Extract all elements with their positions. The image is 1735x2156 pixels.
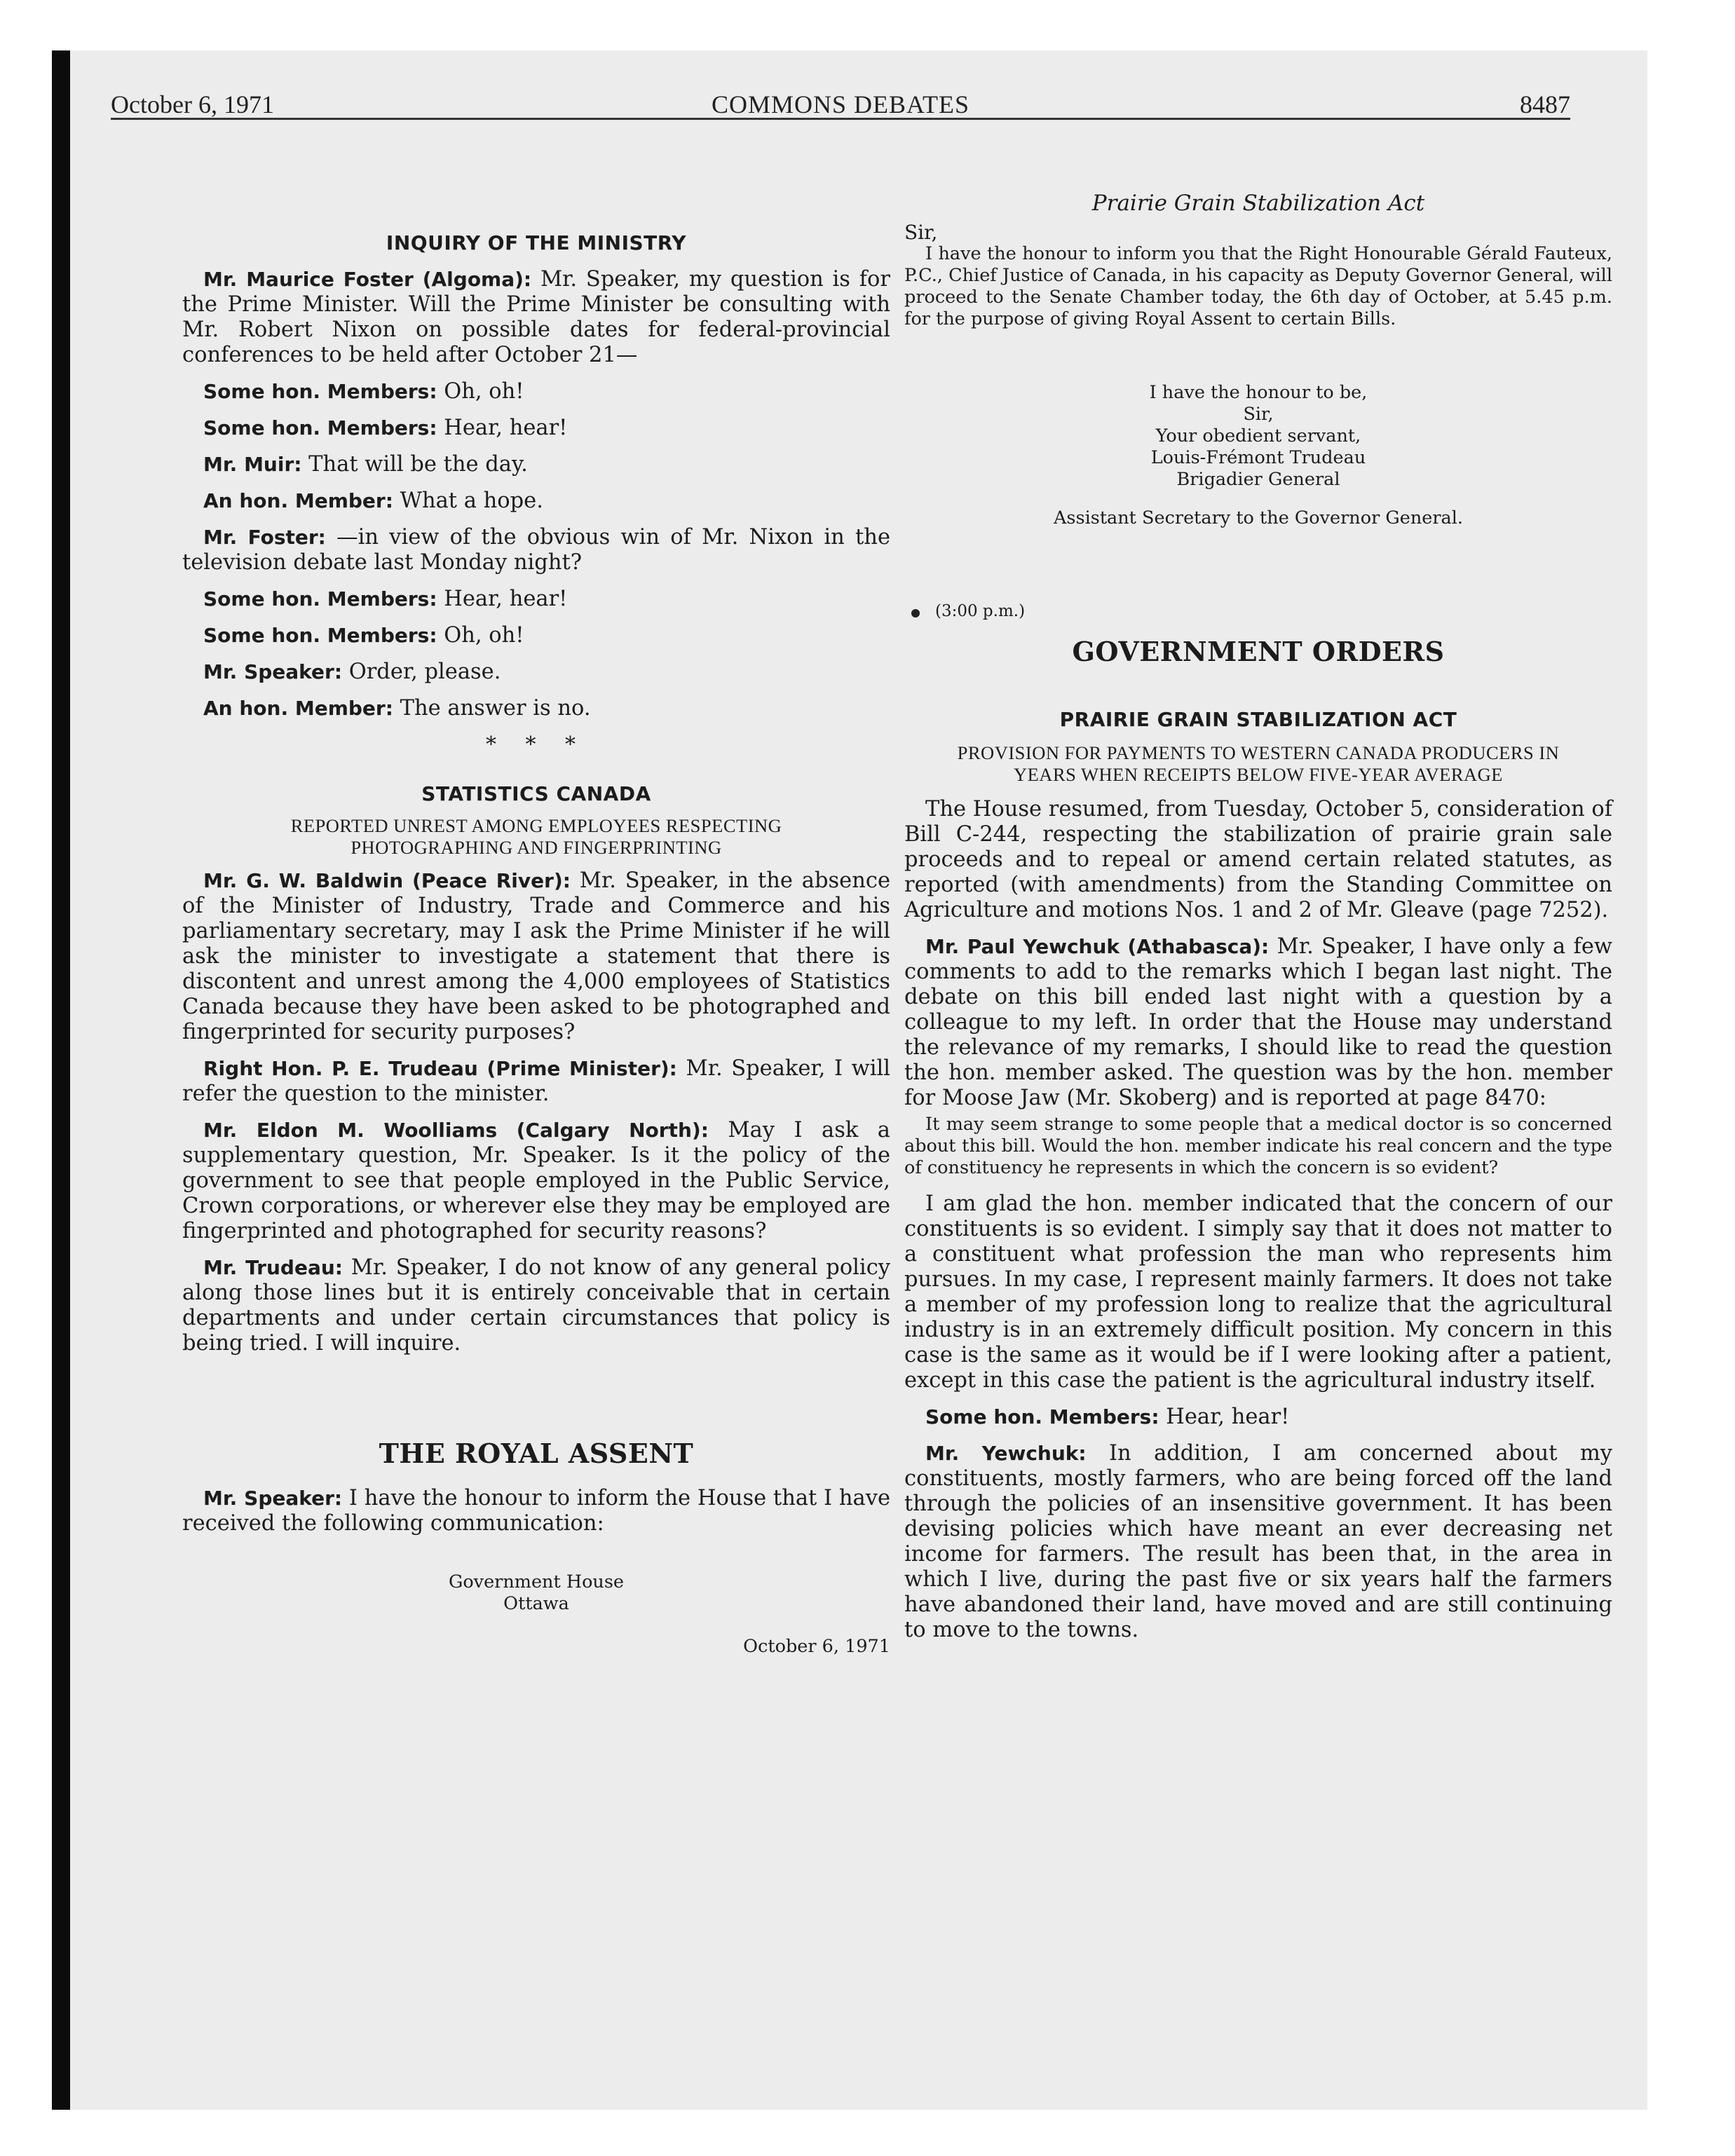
speaker-name: Some hon. Members: bbox=[203, 416, 437, 439]
speech-text: Mr. Speaker, my question is for the Prime Minister. Will the Prime Minister be consulting with Mr. Robert Nixon on possible dates for federal-provincial conferences to be held after October 21— bbox=[182, 267, 891, 367]
statistics-subheading: REPORTED UNREST AMONG EMPLOYEES RESPECTING PHOTOGRAPHING AND FINGERPRINTING bbox=[290, 815, 782, 858]
letter-signatory: Louis-Frémont Trudeau bbox=[1150, 447, 1366, 468]
bullet-icon bbox=[911, 609, 920, 618]
speech-text: Mr. Speaker, I do not know of any general policy along those lines but it is entirely conceivable that in certain departments and under certain circumstances that policy is being tried. I will inquire. bbox=[182, 1255, 891, 1356]
time-text: (3:00 p.m.) bbox=[935, 602, 1026, 620]
section-running-title: Prairie Grain Stabilization Act bbox=[1091, 191, 1425, 216]
speaker-name: Right Hon. P. E. Trudeau (Prime Minister): bbox=[203, 1057, 677, 1080]
speaker-name: Mr. Muir: bbox=[203, 453, 302, 476]
right-column bbox=[904, 163, 1612, 1654]
statistics-heading: STATISTICS CANADA bbox=[421, 782, 651, 805]
speaker-name: Mr. Yewchuk: bbox=[925, 1442, 1087, 1465]
speech-interjection bbox=[182, 489, 890, 514]
act-heading: PRAIRIE GRAIN STABILIZATION ACT bbox=[1059, 708, 1457, 731]
speech-yewchuk-2 bbox=[904, 1441, 1612, 1643]
speech-interjection bbox=[182, 623, 890, 648]
speaker-name: Mr. Paul Yewchuk (Athabasca): bbox=[925, 935, 1270, 958]
letter-city: Ottawa bbox=[503, 1593, 569, 1614]
speech-speaker-assent bbox=[182, 1486, 890, 1536]
speaker-name: Some hon. Members: bbox=[203, 380, 437, 403]
letter-signatory-title: Assistant Secretary to the Governor General. bbox=[1053, 507, 1463, 528]
section-separator: * * * bbox=[485, 732, 587, 757]
speech-trudeau-2 bbox=[182, 1255, 890, 1356]
letter-origin: Government House bbox=[448, 1571, 625, 1592]
letter-closing-sir: Sir, bbox=[1243, 404, 1274, 425]
royal-assent-heading: THE ROYAL ASSENT bbox=[379, 1438, 694, 1469]
speech-interjection bbox=[182, 416, 890, 441]
speaker-name: Some hon. Members: bbox=[203, 587, 437, 610]
running-header bbox=[111, 90, 1570, 120]
speaker-name: Mr. Foster: bbox=[203, 526, 326, 549]
letter-body: I have the honour to inform you that the Right Honourable Gérald Fauteux, P.C., Chief Justice of Canada, in his capacity as Deputy Governor General, will proceed to the Senate Chamber today, the 6th day of October, at 5.45 p.m. for the purpose of giving Royal Assent to certain Bills. bbox=[904, 243, 1612, 329]
letter-signatory-rank: Brigadier General bbox=[1176, 469, 1340, 490]
header-publication: COMMONS DEBATES bbox=[711, 90, 970, 118]
speech-text: May I ask a supplementary question, Mr. Speaker. Is it the policy of the government to see that people employed in the Public Service, Crown corporations, or wherever else they may be employed are fingerprinted and photographed for security reasons? bbox=[182, 1118, 890, 1243]
speech-speaker-order bbox=[182, 660, 890, 685]
speech-text: Oh, oh! bbox=[437, 623, 524, 648]
header-page-number: 8487 bbox=[1520, 90, 1570, 118]
speaker-name: Mr. G. W. Baldwin (Peace River): bbox=[203, 869, 571, 892]
quoted-question: It may seem strange to some people that a medical doctor is so concerned about this bill. Would the hon. member indicate his real concern and the type of constituency he represents in which the concern is so evident? bbox=[904, 1114, 1612, 1178]
left-column bbox=[182, 163, 890, 1658]
speech-foster bbox=[182, 267, 890, 368]
speech-text: Order, please. bbox=[342, 660, 501, 684]
speech-text: Mr. Speaker, in the absence of the Minister of Industry, Trade and Commerce and his parliamentary secretary, may I ask the Prime Minister if he will ask the minister to investigate a statement that there is discontent and unrest among the 4,000 employees of Statistics Canada because they have been asked to be photographed and fingerprinted for security purposes? bbox=[182, 868, 890, 1044]
letter-closing: I have the honour to be, bbox=[1149, 382, 1368, 403]
speech-yewchuk-cont: I am glad the hon. member indicated that the concern of our constituents is so evident. I simply say that it does not matter to a constituent what profession the man who represents him pursues. In my case, I represent mainly farmers. It does not take a member of my profession long to realize that the agricultural industry is in an extremely difficult position. My concern in this case is the same as it would be if I were looking after a patient, except in this case the patient is the agricultural industry itself. bbox=[904, 1192, 1612, 1393]
speech-trudeau bbox=[182, 1056, 890, 1107]
speech-baldwin bbox=[182, 868, 890, 1045]
speaker-name: Mr. Speaker: bbox=[203, 660, 343, 683]
speech-interjection bbox=[182, 587, 890, 612]
speech-text: Oh, oh! bbox=[437, 379, 524, 404]
speech-foster-2 bbox=[182, 525, 890, 575]
speech-text: Mr. Speaker, I will refer the question to the minister. bbox=[182, 1056, 890, 1106]
letter-closing-servant: Your obedient servant, bbox=[1155, 425, 1361, 446]
time-stamp bbox=[911, 602, 1612, 620]
speaker-name: Mr. Eldon M. Woolliams (Calgary North): bbox=[203, 1119, 709, 1142]
speech-text: What a hope. bbox=[393, 489, 543, 513]
inquiry-heading: INQUIRY OF THE MINISTRY bbox=[386, 231, 687, 254]
letter-salutation: Sir, bbox=[904, 221, 938, 244]
speaker-name: An hon. Member: bbox=[203, 489, 393, 512]
speech-text: I have the honour to inform the House that I have received the following communication: bbox=[182, 1486, 890, 1536]
speaker-name: An hon. Member: bbox=[203, 697, 393, 720]
speech-interjection bbox=[904, 1405, 1612, 1430]
header-date: October 6, 1971 bbox=[111, 90, 274, 118]
speaker-name: Some hon. Members: bbox=[203, 624, 437, 647]
speech-interjection bbox=[182, 379, 890, 404]
letter-date: October 6, 1971 bbox=[743, 1636, 890, 1657]
speech-muir bbox=[182, 452, 890, 477]
speaker-name: Mr. Maurice Foster (Algoma): bbox=[203, 268, 532, 291]
speech-interjection bbox=[182, 696, 890, 721]
speech-text: That will be the day. bbox=[301, 452, 528, 477]
resumption-text: The House resumed, from Tuesday, October 5, consideration of Bill C-244, respecting the stabilization of prairie grain sale proceeds and to repeal or amend certain related statutes, as reported (with amendments) from the Standing Committee on Agriculture and motions Nos. 1 and 2 of Mr. Gleave (page 7252). bbox=[904, 797, 1612, 922]
speech-woolliams bbox=[182, 1118, 890, 1244]
speech-text: —in view of the obvious win of Mr. Nixon in the television debate last Monday night? bbox=[182, 525, 891, 575]
speech-text: The answer is no. bbox=[393, 696, 591, 721]
government-orders-heading: GOVERNMENT ORDERS bbox=[1072, 636, 1445, 667]
scan-edge-bar bbox=[52, 50, 70, 2110]
speech-text: Hear, hear! bbox=[437, 416, 568, 440]
speaker-name: Mr. Speaker: bbox=[203, 1487, 343, 1510]
speaker-name: Some hon. Members: bbox=[925, 1405, 1159, 1428]
speech-text: Hear, hear! bbox=[1159, 1405, 1290, 1429]
speech-yewchuk bbox=[904, 934, 1612, 1111]
act-subheading: PROVISION FOR PAYMENTS TO WESTERN CANADA PRODUCERS IN YEARS WHEN RECEIPTS BELOW FIVE-YEAR AVERAGE bbox=[957, 742, 1560, 785]
speech-text: Hear, hear! bbox=[437, 587, 568, 611]
speaker-name: Mr. Trudeau: bbox=[203, 1256, 343, 1279]
speech-text: In addition, I am concerned about my constituents, mostly farmers, who are being forced off the land through the policies of an insensitive government. It has been devising policies which have meant an ever decreasing net income for farmers. The result has been that, in the area in which I live, during the past five or six years half the farmers have abandoned their land, have moved and are still continuing to move to the towns. bbox=[904, 1441, 1612, 1642]
speech-text: Mr. Speaker, I have only a few comments to add to the remarks which I began last night. The debate on this bill ended last night with a question by a colleague to my left. In order that the House may understand the relevance of my remarks, I should like to read the question the hon. member asked. The question was by the hon. member for Moose Jaw (Mr. Skoberg) and is reported at page 8470: bbox=[904, 934, 1612, 1110]
